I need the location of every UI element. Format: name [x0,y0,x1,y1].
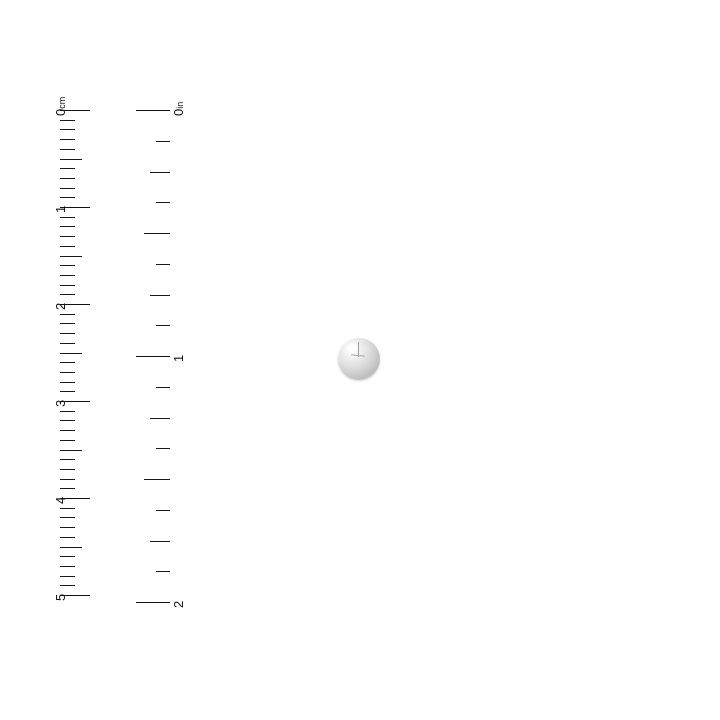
ruler-label-cm-1: 1 [53,205,68,213]
ruler-label-in-2: 2 [171,600,186,608]
ruler-tick-cm-43 [60,527,75,528]
ruler-label-cm-2: 2 [53,302,68,310]
ruler-tick-cm-1 [60,120,75,121]
ruler-tick-in-7 [156,325,170,326]
ruler-tick-cm-5 [60,159,82,160]
ruler-tick-cm-4 [60,149,75,150]
ruler-tick-cm-24 [60,343,75,344]
ruler-tick-cm-49 [60,585,75,586]
ruler-tick-in-6 [150,295,170,296]
ruler-tick-cm-25 [60,353,82,354]
ruler-tick-cm-28 [60,382,75,383]
ruler-tick-in-15 [156,571,170,572]
ruler-tick-in-1 [156,141,170,142]
ruler-tick-cm-36 [60,459,75,460]
ruler-label-cm-0: 0cm [53,96,68,116]
ruler-tick-cm-44 [60,537,75,538]
ruler-tick-in-2 [150,172,170,173]
ruler-tick-in-13 [156,510,170,511]
ruler-tick-cm-22 [60,323,75,324]
ruler-tick-cm-18 [60,285,75,286]
metal-ball-object [338,338,382,382]
ruler-tick-cm-38 [60,479,75,480]
ruler-tick-cm-41 [60,508,75,509]
ruler-tick-cm-15 [60,256,82,257]
specular-highlight [347,344,358,352]
ruler-tick-cm-33 [60,430,75,431]
ruler-tick-in-16 [136,602,170,603]
ruler-label-in-1: 1 [171,354,186,362]
ruler-tick-cm-46 [60,556,75,557]
ruler-tick-cm-29 [60,391,75,392]
ruler-label-cm-3: 3 [53,399,68,407]
ruler-tick-cm-31 [60,411,75,412]
ruler-tick-cm-42 [60,517,75,518]
ruler-tick-cm-39 [60,488,75,489]
ruler-tick-cm-35 [60,450,82,451]
ruler-tick-in-3 [156,202,170,203]
ruler-label-cm-4: 4 [53,496,68,504]
ruler-tick-cm-47 [60,566,75,567]
ruler-tick-cm-26 [60,362,75,363]
ruler-tick-cm-11 [60,217,75,218]
ruler-tick-in-12 [144,479,170,480]
ruler-tick-cm-45 [60,547,82,548]
ruler-tick-cm-7 [60,178,75,179]
ruler-tick-cm-37 [60,469,75,470]
ruler-tick-cm-48 [60,576,75,577]
ruler-tick-cm-12 [60,226,75,227]
ruler-tick-cm-13 [60,236,75,237]
ruler [40,96,186,610]
ruler-tick-in-10 [150,418,170,419]
ruler-tick-cm-17 [60,275,75,276]
ruler-tick-cm-6 [60,168,75,169]
ruler-tick-cm-34 [60,440,75,441]
ruler-tick-cm-32 [60,420,75,421]
ruler-tick-in-0 [136,110,170,111]
ruler-tick-cm-14 [60,246,75,247]
ruler-tick-cm-23 [60,333,75,334]
ruler-tick-in-4 [144,233,170,234]
ruler-label-cm-5: 5 [53,593,68,601]
ruler-tick-cm-3 [60,139,75,140]
ruler-tick-cm-8 [60,188,75,189]
ruler-tick-cm-16 [60,265,75,266]
ruler-tick-in-11 [156,448,170,449]
ruler-tick-cm-27 [60,372,75,373]
ruler-tick-cm-9 [60,197,75,198]
ruler-tick-in-5 [156,264,170,265]
ruler-tick-in-14 [150,541,170,542]
ruler-tick-cm-2 [60,129,75,130]
ball-body [338,338,380,380]
ruler-label-in-0: 0in [171,101,186,116]
ruler-tick-cm-19 [60,294,75,295]
ruler-tick-in-9 [156,387,170,388]
ruler-tick-in-8 [136,356,170,357]
ruler-tick-cm-21 [60,314,75,315]
